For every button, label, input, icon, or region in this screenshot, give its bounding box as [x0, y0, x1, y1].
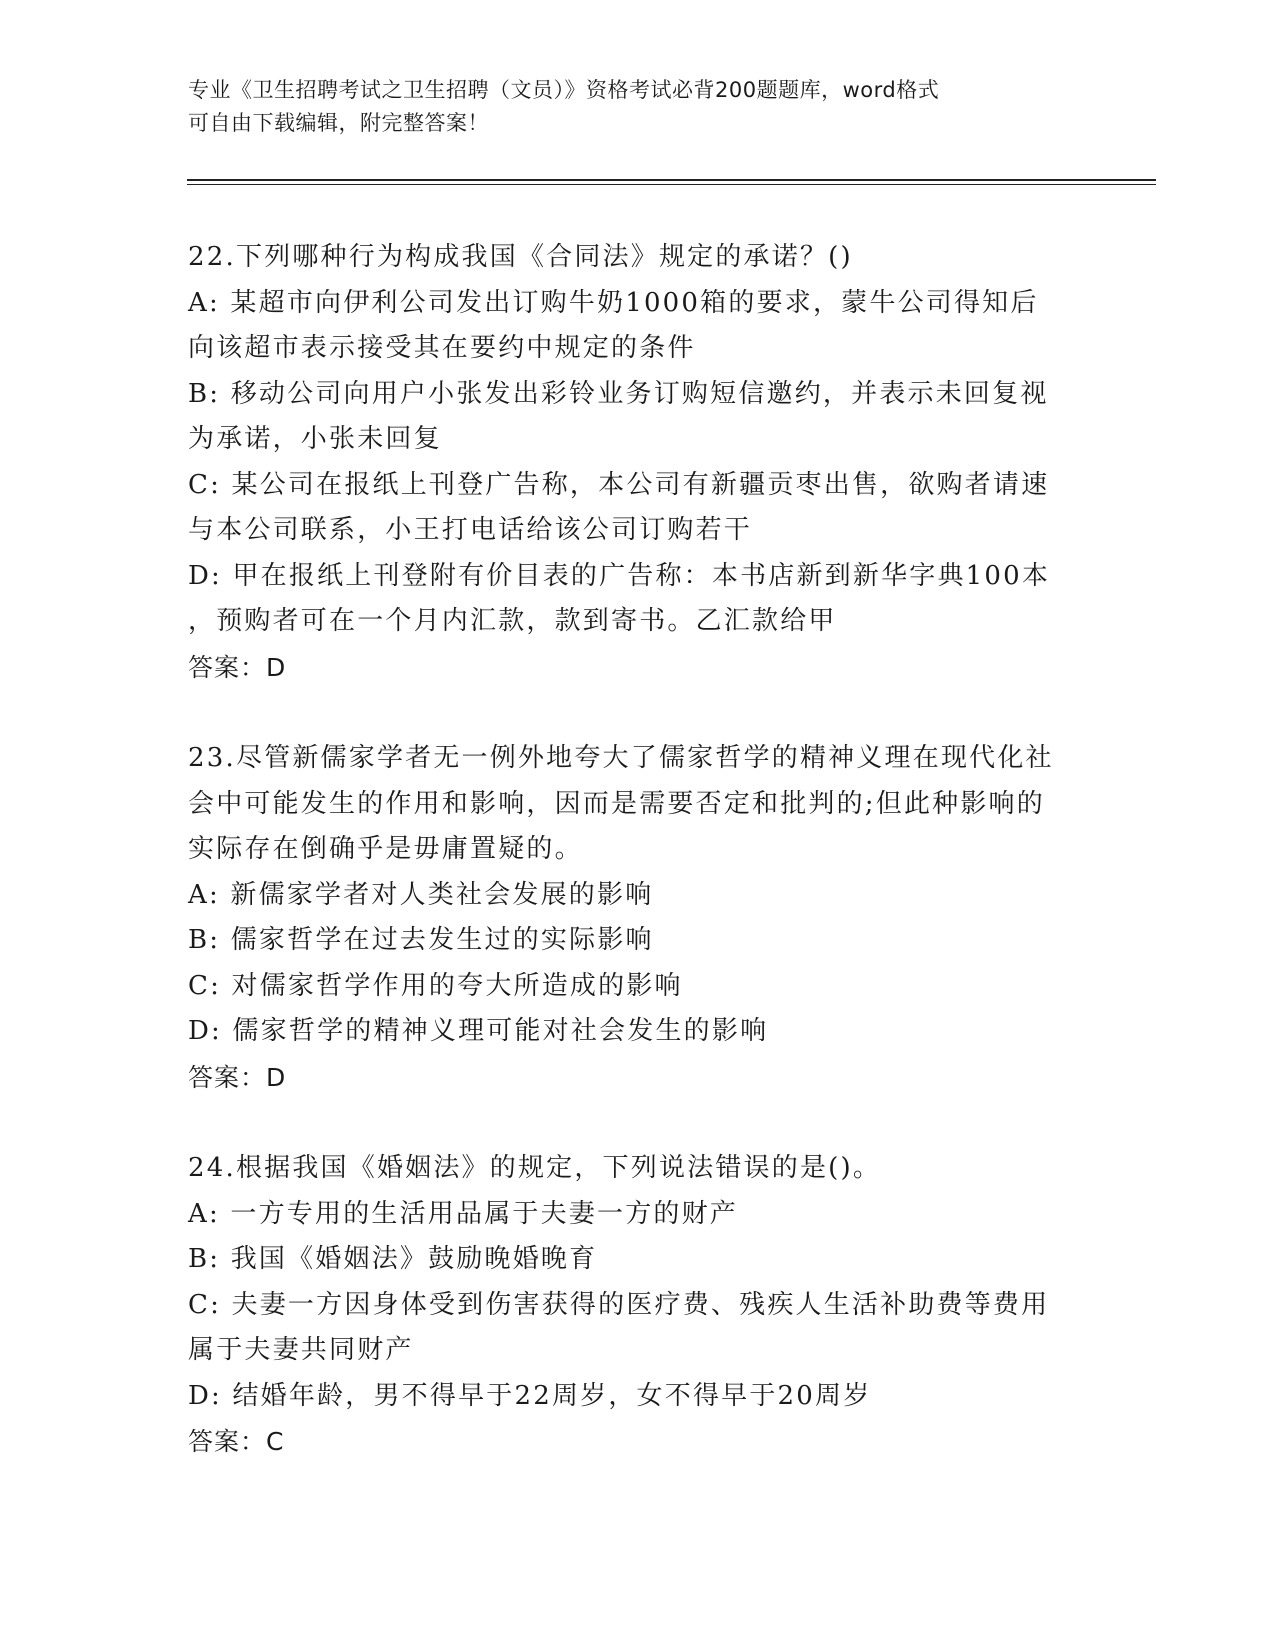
answer-line: 答案：D	[188, 1062, 287, 1092]
header-rule-thin	[187, 184, 1156, 185]
option-c: C: 某公司在报纸上刊登广告称，本公司有新疆贡枣出售，欲购者请速	[188, 469, 1050, 500]
option-a: A: 一方专用的生活用品属于夫妻一方的财产	[188, 1198, 739, 1229]
option-b: B: 我国《婚姻法》鼓励晚婚晚育	[188, 1244, 598, 1274]
question-22	[188, 235, 1078, 690]
answer-line: 答案：C	[188, 1427, 285, 1456]
option-c: C: 夫妻一方因身体受到伤害获得的医疗费、残疾人生活补助费等费用	[188, 1289, 1050, 1320]
option-d: D: 儒家哲学的精神义理可能对社会发生的影响	[188, 1016, 769, 1046]
header-rule-thick	[187, 179, 1156, 181]
document-header	[188, 74, 1068, 140]
option-b: B: 儒家哲学在过去发生过的实际影响	[188, 925, 654, 955]
option-c-continued: 与本公司联系，小王打电话给该公司订购若干	[188, 515, 753, 545]
question-stem: 24.根据我国《婚姻法》的规定，下列说法错误的是()。	[188, 1153, 882, 1183]
option-d: D: 结婚年龄，男不得早于22周岁，女不得早于20周岁	[188, 1380, 872, 1411]
option-a: A: 新儒家学者对人类社会发展的影响	[188, 879, 654, 910]
question-23	[188, 736, 1078, 1100]
option-b-continued: 为承诺，小张未回复	[188, 424, 442, 454]
header-line-1: 专业《卫生招聘考试之卫生招聘（文员）》资格考试必背200题题库，word格式	[188, 78, 940, 102]
option-b: B: 移动公司向用户小张发出彩铃业务订购短信邀约，并表示未回复视	[188, 378, 1049, 409]
option-c-continued: 属于夫妻共同财产	[188, 1335, 414, 1365]
question-stem: 23.尽管新儒家学者无一例外地夸大了儒家哲学的精神义理在现代化社	[188, 743, 1054, 773]
question-stem-continued: 会中可能发生的作用和影响，因而是需要否定和批判的;但此种影响的	[188, 788, 1045, 819]
header-line-2: 可自由下载编辑，附完整答案！	[188, 111, 489, 135]
question-list	[188, 235, 1078, 1511]
answer-line: 答案：D	[188, 652, 287, 682]
option-c: C: 对儒家哲学作用的夸大所造成的影响	[188, 970, 683, 1001]
option-d-continued: ，预购者可在一个月内汇款，款到寄书。乙汇款给甲	[188, 606, 837, 636]
question-stem: 22.下列哪种行为构成我国《合同法》规定的承诺？()	[188, 242, 853, 272]
question-24	[188, 1146, 1078, 1465]
option-d: D: 甲在报纸上刊登附有价目表的广告称：本书店新到新华字典100本	[188, 560, 1051, 591]
question-stem-continued: 实际存在倒确乎是毋庸置疑的。	[188, 834, 583, 864]
option-a-continued: 向该超市表示接受其在要约中规定的条件	[188, 333, 696, 363]
option-a: A: 某超市向伊利公司发出订购牛奶1000箱的要求，蒙牛公司得知后	[188, 287, 1039, 318]
